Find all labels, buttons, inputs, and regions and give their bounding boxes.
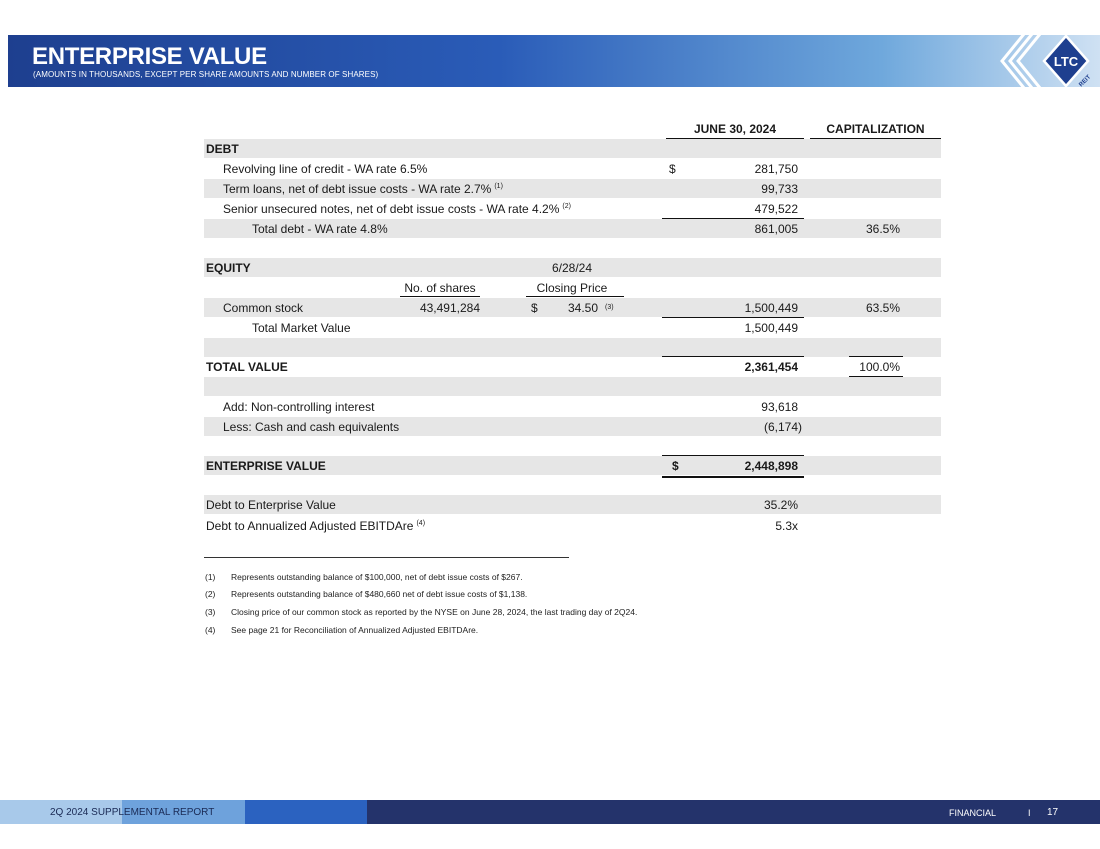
currency-symbol: $: [672, 459, 679, 473]
table-row: [204, 278, 941, 297]
footnote-ref: (2): [562, 203, 571, 210]
footnote: (1) Represents outstanding balance of $100,000, net of debt issue costs of $267.: [205, 572, 523, 582]
footer-separator: I: [1028, 808, 1031, 818]
row-label: Term loans, net of debt issue costs - WA rate 2.7% $^{(1)}$: [223, 182, 503, 196]
total-capitalization: 100.0%: [859, 360, 900, 374]
page-title: ENTERPRISE VALUE: [32, 43, 267, 70]
price-header-rule: [526, 296, 624, 297]
total-value: 2,361,454: [744, 360, 798, 374]
table-row: [204, 397, 941, 416]
column-header-date: JUNE 30, 2024: [693, 122, 777, 136]
row-label: Debt to Enterprise Value: [206, 498, 336, 512]
price-header: Closing Price: [536, 281, 608, 295]
logo-text: LTC: [1053, 54, 1079, 69]
table-row: [204, 159, 941, 178]
column-header-capitalization: CAPITALIZATION: [826, 122, 925, 136]
table-row: [204, 338, 941, 357]
table-row: [204, 357, 941, 376]
currency-symbol: $: [531, 301, 538, 315]
price-date: 6/28/24: [551, 261, 593, 275]
row-capitalization: 36.5%: [865, 222, 900, 236]
table-row: [204, 179, 941, 198]
shares-header: No. of shares: [404, 281, 476, 295]
page-subtitle: (AMOUNTS IN THOUSANDS, EXCEPT PER SHARE AMOUNTS AND NUMBER OF SHARES): [33, 70, 379, 79]
enterprise-value: 2,448,898: [744, 459, 798, 473]
table-row: [204, 417, 941, 436]
footnote-ref: (4): [416, 520, 426, 527]
footnote: (3) Closing price of our common stock as reported by the NYSE on June 28, 2024, the last trading day of 2Q24.: [205, 607, 638, 617]
row-value: 99,733: [761, 182, 798, 196]
section-name: FINANCIAL: [949, 808, 997, 818]
section-label-equity: EQUITY: [206, 261, 251, 275]
table-row: [204, 139, 941, 158]
currency-symbol: $: [669, 162, 676, 176]
row-value: 1,500,449: [744, 321, 798, 335]
row-label: Senior unsecured notes, net of debt issue costs - WA rate 4.2% $^{(2)}$: [223, 202, 571, 216]
table-row: [204, 199, 941, 218]
shares-header-rule: [400, 296, 480, 297]
enterprise-value-label: ENTERPRISE VALUE: [206, 459, 326, 473]
report-title: 2Q 2024 SUPPLEMENTAL REPORT: [50, 807, 215, 818]
table-row: [204, 377, 941, 396]
row-value: 35.2%: [763, 498, 798, 512]
row-capitalization: 63.5%: [865, 301, 900, 315]
row-label: Common stock: [223, 301, 304, 315]
table-row: [204, 258, 941, 277]
footnote-ref: (3): [605, 304, 614, 311]
section-label-debt: DEBT: [206, 142, 239, 156]
footnote-ref: (1): [494, 183, 503, 190]
footnote: (2) Represents outstanding balance of $480,660 net of debt issue costs of $1,138.: [205, 589, 528, 599]
row-value: 281,750: [754, 162, 798, 176]
closing-price: 34.50: [567, 301, 598, 315]
row-value: 93,618: [761, 400, 798, 414]
table-row: [204, 456, 941, 475]
row-value: (6,174): [763, 420, 802, 434]
row-value: 1,500,449: [744, 301, 798, 315]
row-label: Total debt - WA rate 4.8%: [252, 222, 388, 236]
row-label: Debt to Annualized Adjusted EBITDAre $^{(4)}$: [206, 519, 426, 533]
logo-subtext: REIT: [1078, 74, 1093, 89]
page-number: 17: [1047, 807, 1059, 818]
row-value: 5.3x: [775, 519, 798, 533]
total-value-label: TOTAL VALUE: [206, 360, 288, 374]
footnote: (4) See page 21 for Reconciliation of Annualized Adjusted EBITDAre.: [205, 625, 479, 635]
table-row: [204, 516, 941, 535]
row-label: Revolving line of credit - WA rate 6.5%: [223, 162, 428, 176]
table-row: [204, 318, 941, 337]
page-footer: [0, 800, 1100, 824]
footnote-divider: [204, 557, 569, 558]
row-value: 479,522: [754, 202, 798, 216]
row-value: 861,005: [754, 222, 798, 236]
ev-double-rule: [662, 476, 804, 478]
table-row: [204, 298, 941, 317]
row-label: Add: Non-controlling interest: [223, 400, 375, 414]
table-row: [204, 219, 941, 238]
share-count: 43,491,284: [419, 301, 480, 315]
row-label: Total Market Value: [252, 321, 351, 335]
row-label: Less: Cash and cash equivalents: [223, 420, 400, 434]
table-row: [204, 495, 941, 514]
